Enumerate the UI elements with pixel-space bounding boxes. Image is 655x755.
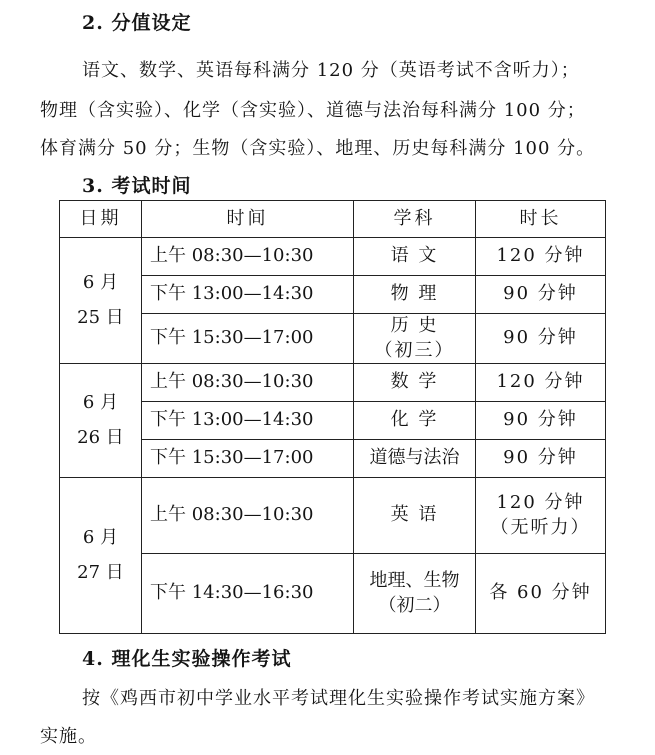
table-row: [60, 314, 606, 364]
duration-cell: 120 分钟: [476, 238, 606, 276]
duration-cell: 90 分钟: [476, 440, 606, 478]
table-row: [60, 276, 606, 314]
time-cell: 下午 13:00—14:30: [142, 276, 354, 314]
duration-cell: 120 分钟: [476, 364, 606, 402]
subject-cell: 物 理: [354, 276, 476, 314]
date-cell: [60, 364, 142, 478]
table-row: [60, 238, 606, 276]
time-cell: 下午 15:30—17:00: [142, 440, 354, 478]
table-row: [60, 554, 606, 634]
section-3-heading: 3. 考试时间: [82, 175, 192, 197]
subject-name: 历 史: [390, 315, 439, 337]
date-month: 6 月: [82, 527, 119, 549]
date-month: 6 月: [82, 272, 119, 294]
lab-exam-line-2: 实施。: [40, 726, 97, 747]
date-day: 27 日: [77, 561, 124, 583]
subject-cell: 英 语: [354, 478, 476, 554]
duration-cell: 90 分钟: [476, 314, 606, 364]
score-line-1: 语文、数学、英语每科满分 120 分（英语考试不含听力）；: [82, 60, 580, 81]
time-cell: 下午 14:30—16:30: [142, 554, 354, 634]
subject-cell: 道德与法治: [354, 440, 476, 478]
date-day: 25 日: [77, 306, 124, 328]
duration-cell: 各 60 分钟: [476, 554, 606, 634]
section-2-heading: 2. 分值设定: [82, 12, 192, 34]
duration-cell: [476, 478, 606, 554]
header-date: 日期: [60, 201, 142, 238]
lab-exam-line-1: 按《鸡西市初中学业水平考试理化生实验操作考试实施方案》: [82, 688, 595, 709]
subject-name: 地理、生物: [369, 570, 460, 592]
duration-note: （无听力）: [490, 516, 591, 538]
date-day: 26 日: [77, 426, 124, 448]
subject-cell: 语 文: [354, 238, 476, 276]
duration-value: 120 分钟: [496, 492, 585, 514]
date-cell: [60, 478, 142, 634]
table-header-row: [60, 201, 606, 238]
subject-cell: 化 学: [354, 402, 476, 440]
table-row: [60, 440, 606, 478]
header-time: 时间: [142, 201, 354, 238]
time-cell: 上午 08:30—10:30: [142, 364, 354, 402]
table-row: [60, 478, 606, 554]
subject-cell: [354, 554, 476, 634]
time-cell: 下午 13:00—14:30: [142, 402, 354, 440]
header-subject: 学科: [354, 201, 476, 238]
header-duration: 时长: [476, 201, 606, 238]
subject-cell: [354, 314, 476, 364]
exam-schedule-table: [59, 200, 606, 634]
score-line-2: 物理（含实验）、化学（含实验）、道德与法治每科满分 100 分；: [40, 100, 586, 121]
subject-cell: 数 学: [354, 364, 476, 402]
duration-cell: 90 分钟: [476, 402, 606, 440]
time-cell: 上午 08:30—10:30: [142, 478, 354, 554]
subject-note: （初二）: [378, 594, 451, 616]
time-cell: 下午 15:30—17:00: [142, 314, 354, 364]
duration-cell: 90 分钟: [476, 276, 606, 314]
date-cell: [60, 238, 142, 364]
table-row: [60, 364, 606, 402]
date-month: 6 月: [82, 392, 119, 414]
subject-note: （初三）: [374, 339, 455, 361]
section-4-heading: 4. 理化生实验操作考试: [82, 648, 292, 670]
table-row: [60, 402, 606, 440]
score-line-3: 体育满分 50 分；生物（含实验）、地理、历史每科满分 100 分。: [40, 138, 596, 159]
time-cell: 上午 08:30—10:30: [142, 238, 354, 276]
